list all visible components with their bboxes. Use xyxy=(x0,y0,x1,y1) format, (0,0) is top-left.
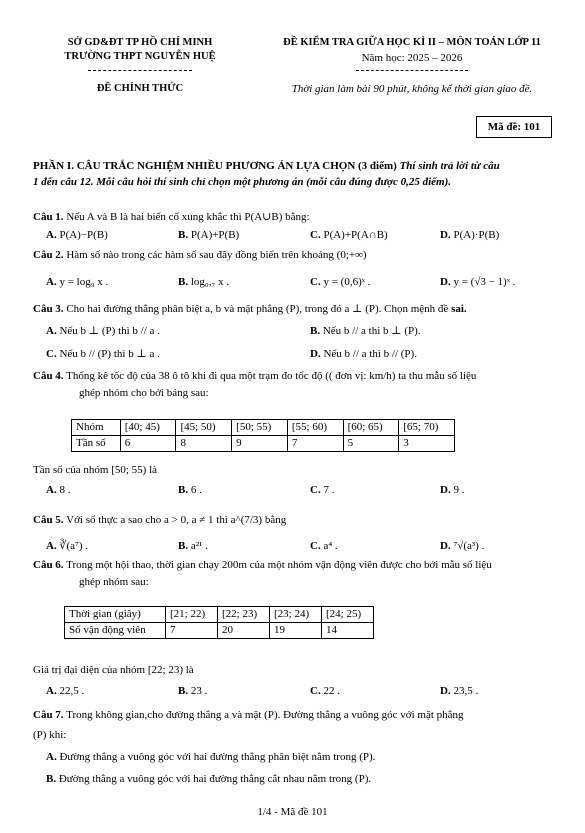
q4-option-d[interactable]: D. 9 . xyxy=(440,484,465,496)
q2-option-a[interactable]: A. y = log₉ x . xyxy=(46,276,109,288)
question-4-cont: ghép nhóm cho bởi bảng sau: xyxy=(79,387,209,399)
speed-table xyxy=(71,419,455,452)
table-cell: 7 xyxy=(165,623,217,639)
q1-option-d[interactable]: D. P(A)·P(B) xyxy=(440,229,500,241)
q3-option-d[interactable]: D. Nếu b // a thì b // (P). xyxy=(310,348,417,360)
q2-option-c[interactable]: C. y = (0,6)ˣ . xyxy=(310,276,371,288)
question-5: Câu 5. Với số thực a sao cho a > 0, a ≠ 1 thì a^(7/3) bằng xyxy=(33,514,287,526)
q4-option-b[interactable]: B. 6 . xyxy=(178,484,202,496)
divider xyxy=(356,70,468,71)
question-1: Câu 1. Nếu A và B là hai biến cố xung khắc thì P(A∪B) bằng: xyxy=(33,211,310,223)
q3-option-c[interactable]: C. Nếu b // (P) thì b ⊥ a . xyxy=(46,348,160,360)
table-cell: [60; 65) xyxy=(343,420,399,436)
question-4-ask: Tần số của nhóm [50; 55) là xyxy=(33,464,158,476)
q5-option-b[interactable]: B. a²¹ . xyxy=(178,540,208,552)
table-header: Thời gian (giây) xyxy=(65,607,166,623)
table-cell: 14 xyxy=(321,623,373,639)
q1-option-b[interactable]: B. P(A)+P(B) xyxy=(178,229,240,241)
q6-option-b[interactable]: B. 23 . xyxy=(178,685,208,697)
exam-code-box: Mã đề: 101 xyxy=(476,116,552,138)
table-cell: 20 xyxy=(217,623,269,639)
table-cell: 3 xyxy=(399,436,455,452)
q5-option-d[interactable]: D. ⁷√(a³) . xyxy=(440,540,485,552)
table-cell: 7 xyxy=(287,436,343,452)
question-6-ask: Giá trị đại diện của nhóm [22; 23) là xyxy=(33,664,194,676)
question-6: Câu 6. Trong một hội thao, thời gian chạy 200m của một nhóm vận động viên được cho bởi mẫu số liệu xyxy=(33,559,492,571)
question-3: Câu 3. Cho hai đường thẳng phân biệt a, b và mặt phẳng (P), trong đó a ⊥ (P). Chọn mệnh đề sai. xyxy=(33,303,467,315)
q5-option-a[interactable]: A. ∛(a⁷) . xyxy=(46,540,89,552)
q4-option-a[interactable]: A. 8 . xyxy=(46,484,71,496)
part-heading: PHẦN I. CÂU TRẮC NGHIỆM NHIỀU PHƯƠNG ÁN LỰA CHỌN (3 điểm) Thí sinh trả lời từ câu xyxy=(33,160,500,172)
exam-title: ĐỀ KIỂM TRA GIỮA HỌC KÌ II – MÔN TOÁN LỚP 11 xyxy=(283,37,541,48)
question-7-cont: (P) khi: xyxy=(33,729,67,741)
table-cell: [45; 50) xyxy=(176,420,232,436)
q5-option-c[interactable]: C. a⁴ . xyxy=(310,540,338,552)
table-cell: [50; 55) xyxy=(232,420,288,436)
table-cell: [23; 24) xyxy=(269,607,321,623)
q2-option-b[interactable]: B. log₀,₇ x . xyxy=(178,276,230,288)
table-cell: [55; 60) xyxy=(287,420,343,436)
q6-option-a[interactable]: A. 22,5 . xyxy=(46,685,85,697)
time-note: Thời gian làm bài 90 phút, không kể thời gian giao đề. xyxy=(291,83,533,95)
table-cell: [40; 45) xyxy=(120,420,176,436)
school-name: TRƯỜNG THPT NGUYỄN HUỆ xyxy=(64,51,216,62)
table-cell: [22; 23) xyxy=(217,607,269,623)
table-cell: [65; 70) xyxy=(399,420,455,436)
q3-option-a[interactable]: A. Nếu b ⊥ (P) thì b // a . xyxy=(46,325,160,337)
dept-name: SỞ GD&ĐT TP HỒ CHÍ MINH xyxy=(67,37,213,48)
table-header: Nhóm xyxy=(72,420,121,436)
school-year: Năm học: 2025 – 2026 xyxy=(361,52,463,64)
question-6-cont: ghép nhóm sau: xyxy=(79,576,149,588)
table-cell: [21; 22) xyxy=(165,607,217,623)
q3-option-b[interactable]: B. Nếu b // a thì b ⊥ (P). xyxy=(310,325,421,337)
official-label: ĐỀ CHÍNH THỨC xyxy=(96,83,184,94)
q4-option-c[interactable]: C. 7 . xyxy=(310,484,335,496)
q2-option-d[interactable]: D. y = (√3 − 1)ˣ . xyxy=(440,276,516,288)
question-2: Câu 2. Hàm số nào trong các hàm số sau đây đồng biến trên khoảng (0;+∞) xyxy=(33,249,367,261)
table-header: Số vận động viên xyxy=(65,623,166,639)
q7-option-a[interactable]: A. Đường thẳng a vuông góc với hai đường thẳng phân biệt nằm trong (P). xyxy=(46,751,376,763)
q1-option-a[interactable]: A. P(A)−P(B) xyxy=(46,229,108,241)
q6-option-c[interactable]: C. 22 . xyxy=(310,685,340,697)
q6-option-d[interactable]: D. 23,5 . xyxy=(440,685,479,697)
table-cell: 9 xyxy=(232,436,288,452)
table-cell: 6 xyxy=(120,436,176,452)
question-4: Câu 4. Thống kê tốc độ của 38 ô tô khi đi qua một trạm đo tốc độ (( đơn vị: km/h) ta thu mẫu số liệu xyxy=(33,370,477,382)
table-cell: 5 xyxy=(343,436,399,452)
table-cell: [24; 25) xyxy=(321,607,373,623)
divider xyxy=(88,70,192,71)
table-cell: 19 xyxy=(269,623,321,639)
question-7: Câu 7. Trong không gian,cho đường thẳng a và mặt (P). Đường thẳng a vuông góc với mặt phẳng xyxy=(33,709,464,721)
q7-option-b[interactable]: B. Đường thẳng a vuông góc với hai đường thẳng cắt nhau nằm trong (P). xyxy=(46,773,372,785)
table-header: Tần số xyxy=(72,436,121,452)
part-instructions: 1 đến câu 12. Mỗi câu hỏi thí sinh chỉ chọn một phương án (mỗi câu đúng được 0,25 điểm). xyxy=(33,176,451,188)
page-footer: 1/4 - Mã đề 101 xyxy=(257,806,328,818)
q1-option-c[interactable]: C. P(A)+P(A∩B) xyxy=(310,229,388,241)
runner-table xyxy=(64,606,374,639)
table-cell: 8 xyxy=(176,436,232,452)
